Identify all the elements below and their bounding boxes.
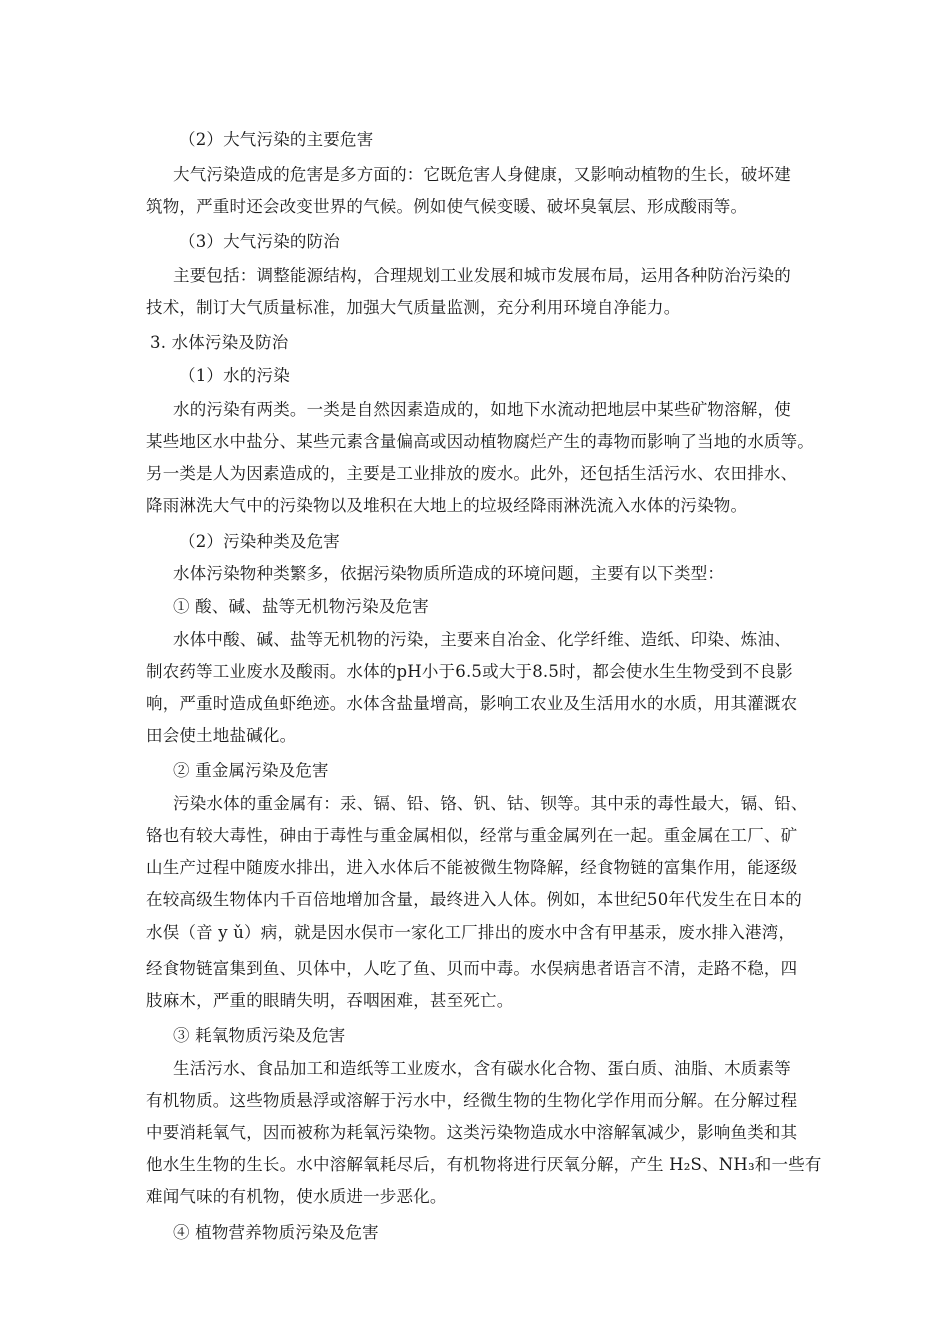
text-line: 铬也有较大毒性，砷由于毒性与重金属相似，经常与重金属列在一起。重金属在工厂、矿 bbox=[146, 826, 798, 845]
text-line: 在较高级生物体内千百倍地增加含量，最终进入人体。例如，本世纪50年代发生在日本的 bbox=[146, 890, 802, 909]
text-line: 水体中酸、碱、盐等无机物的污染，主要来自冶金、化学纤维、造纸、印染、炼油、 bbox=[173, 630, 791, 649]
text-line: 水的污染有两类。一类是自然因素造成的，如地下水流动把地层中某些矿物溶解，使 bbox=[173, 400, 791, 419]
text-line: 技术，制订大气质量标准，加强大气质量监测，充分利用环境自净能力。 bbox=[146, 298, 681, 317]
text-line: 另一类是人为因素造成的，主要是工业排放的废水。此外，还包括生活污水、农田排水、 bbox=[146, 464, 798, 483]
text-line: 污染水体的重金属有：汞、镉、铅、铬、钒、钴、钡等。其中汞的毒性最大，镉、铅、 bbox=[173, 794, 808, 813]
text-line: ③ 耗氧物质污染及危害 bbox=[173, 1026, 346, 1045]
text-line: ② 重金属污染及危害 bbox=[173, 761, 329, 780]
text-line: 主要包括：调整能源结构，合理规划工业发展和城市发展布局，运用各种防治污染的 bbox=[173, 266, 791, 285]
text-line: 某些地区水中盐分、某些元素含量偏高或因动植物腐烂产生的毒物而影响了当地的水质等。 bbox=[146, 432, 814, 451]
text-line: 中要消耗氧气，因而被称为耗氧污染物。这类污染物造成水中溶解氧减少，影响鱼类和其 bbox=[146, 1123, 798, 1142]
text-line: （1）水的污染 bbox=[179, 366, 290, 385]
text-line: 制农药等工业废水及酸雨。水体的pH小于6.5或大于8.5时，都会使水生生物受到不良影 bbox=[146, 662, 793, 681]
text-line: 生活污水、食品加工和造纸等工业废水，含有碳水化合物、蛋白质、油脂、木质素等 bbox=[173, 1059, 791, 1078]
text-line: ① 酸、碱、盐等无机物污染及危害 bbox=[173, 597, 429, 616]
text-line: 经食物链富集到鱼、贝体中，人吃了鱼、贝而中毒。水俣病患者语言不清，走路不稳，四 bbox=[146, 959, 798, 978]
text-line: 水体污染物种类繁多，依据污染物质所造成的环境问题，主要有以下类型： bbox=[173, 564, 725, 583]
text-line: 大气污染造成的危害是多方面的：它既危害人身健康，又影响动植物的生长，破坏建 bbox=[173, 165, 791, 184]
text-line: 他水生生物的生长。水中溶解氧耗尽后，有机物将进行厌氧分解，产生 H₂S、NH₃和一些有 bbox=[146, 1155, 822, 1174]
text-line: 难闻气味的有机物，使水质进一步恶化。 bbox=[146, 1187, 447, 1206]
text-line: （2）污染种类及危害 bbox=[179, 532, 340, 551]
text-line: ④ 植物营养物质污染及危害 bbox=[173, 1223, 379, 1242]
text-line: 3. 水体污染及防治 bbox=[150, 333, 289, 352]
text-line: 山生产过程中随废水排出，进入水体后不能被微生物降解，经食物链的富集作用，能逐级 bbox=[146, 858, 798, 877]
text-line: 筑物，严重时还会改变世界的气候。例如使气候变暖、破坏臭氧层、形成酸雨等。 bbox=[146, 197, 748, 216]
text-line: （3）大气污染的防治 bbox=[179, 232, 340, 251]
text-line: 响，严重时造成鱼虾绝迹。水体含盐量增高，影响工农业及生活用水的水质，用其灌溉农 bbox=[146, 694, 798, 713]
text-line: 有机物质。这些物质悬浮或溶解于污水中，经微生物的生物化学作用而分解。在分解过程 bbox=[146, 1091, 798, 1110]
text-line: 水俣（音 y ǔ）病，就是因水俣市一家化工厂排出的废水中含有甲基汞，废水排入港湾， bbox=[146, 923, 796, 942]
text-line: 降雨淋洗大气中的污染物以及堆积在大地上的垃圾经降雨淋洗流入水体的污染物。 bbox=[146, 496, 748, 515]
text-line: 田会使土地盐碱化。 bbox=[146, 726, 297, 745]
text-line: 肢麻木，严重的眼睛失明，吞咽困难，甚至死亡。 bbox=[146, 991, 514, 1010]
text-line: （2）大气污染的主要危害 bbox=[179, 130, 374, 149]
